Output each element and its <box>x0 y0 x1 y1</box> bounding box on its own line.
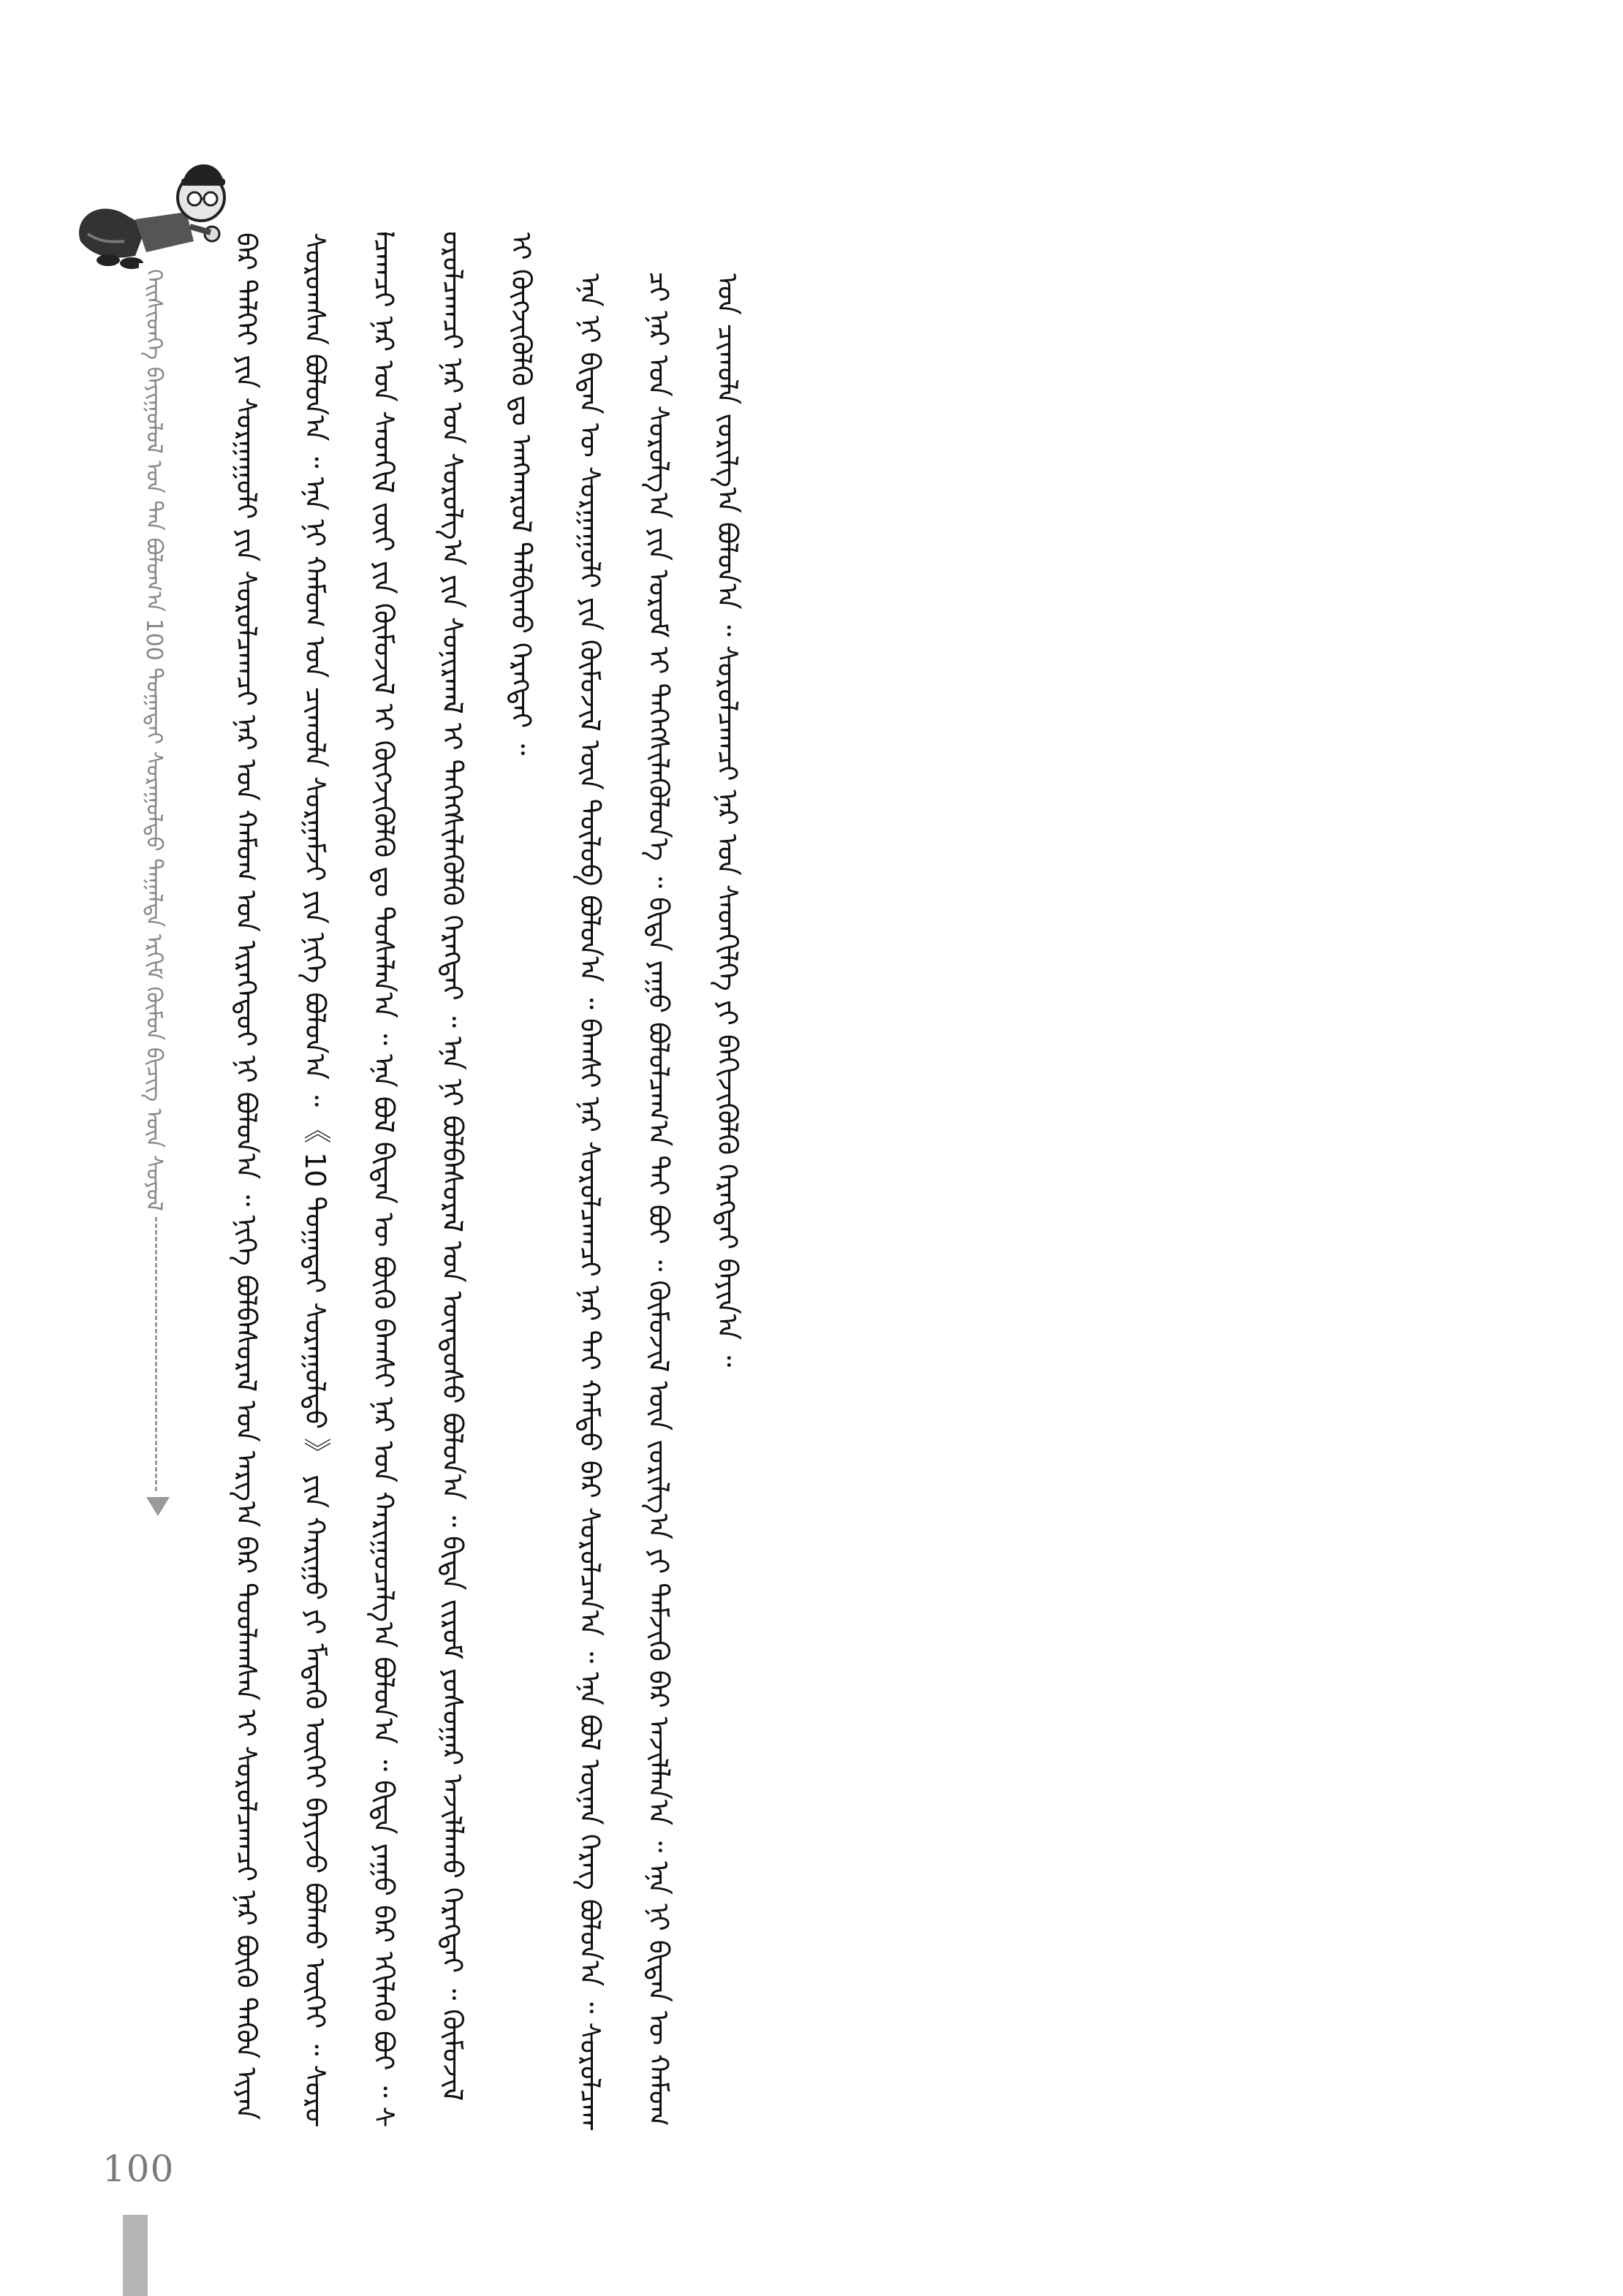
page-number: 100 <box>102 2148 175 2190</box>
running-title: ᠬᠡᠢᠰᠢᠳᠬᠡ ᠪᠠᠶᠢᠭᠤᠯᠤᠯ ᠤᠨ ᠲᠠᠨ ᠪᠣᠯᠤᠭ᠎ᠠ 100 ᠲᠣᠭᠠᠲᠠᠢ ᠰᠤᠷᠠᠭᠤᠯᠲᠤ ᠳᠠᠭᠠᠯᠲᠠ ᠡᠷᠬᠢᠮ ᠬᠦᠮᠦᠨ ᠪᠢᠴᠢᠭ ᠦᠨ ᠰᠣᠶᠣᠯ <box>139 263 168 1217</box>
triangle-down-icon <box>146 1497 170 1516</box>
page-edge-bar <box>123 2215 148 2296</box>
paragraph-1: ᠪᠡᠷ ᠳᠡᠯᠬᠡᠢ ᠶᠢᠨ ᠰᠤᠷᠭᠠᠭᠤᠯᠢ ᠶᠢᠨ ᠰᠤᠷᠤᠯᠴᠠᠭᠴᠢ ᠨᠠᠷ ᠤᠨ ᠬᠠᠮᠤᠭ ᠤᠨ ᠢᠷᠡᠭᠡᠳᠦᠢ ᠨᠢ ᠪᠣᠯᠤᠨ᠎ᠠ ᠃ ᠨᠢᠭᠡ ᠪᠣᠯᠪᠠᠰᠤᠷᠠᠯ ᠤᠨ ᠠᠷᠭ᠎ᠠ ᠪᠠᠷ ᠲᠤᠤᠯᠠᠭᠰᠠᠨ ᠢ ᠰᠤᠷᠤᠯᠴᠠᠭᠴᠢ ᠨᠠᠷ ᠪᠦᠬᠦ ᠲᠡᠭᠦᠨ ᠢᠶᠡᠨ ᠰᠤᠷᠤᠭᠰᠠᠨ ᠪᠤᠯᠤᠨ᠎ᠠ ᠃ ᠡᠨᠡ ᠨᠢ ᠬᠠᠮᠤᠭ ᠤᠨ ᠴᠢᠬᠤᠯᠠ ᠰᠤᠷᠭᠠᠮᠵᠢ ᠶᠢᠨ ᠨᠢᠭᠡ ᠪᠣᠯᠤᠨ᠎ᠠ ᠃ 《 10 ᠲᠣᠭᠠᠲᠠᠢ ᠰᠤᠷᠠᠭᠤᠯᠲᠤ 》 ᠶᠢᠨ ᠬᠠᠷᠢᠭᠤ ᠶᠢ ᠮᠡᠳᠡᠬᠦ ᠦᠭᠡᠢ ᠪᠠᠶᠢᠵᠤ ᠪᠣᠯᠬᠤ ᠦᠭᠡᠢ ᠃ ᠰᠤᠷᠤᠯᠴᠠᠭᠴᠢ ᠨᠠᠷ ᠤᠨ ᠰᠡᠳᠬᠢᠯ ᠵᠦᠢ ᠶᠢᠨ ᠬᠦᠮᠦᠵᠢᠯ ᠢ ᠬᠥᠭᠵᠢᠭᠦᠯᠬᠦ ᠳᠤ ᠲᠤᠰᠠᠯᠠᠨ᠎ᠠ ᠃ ᠡᠨᠡ ᠪᠣᠯ ᠪᠢᠳᠡᠨ ᠦ ᠪᠦᠬᠦ ᠪᠠᠭᠰᠢ ᠨᠠᠷ ᠤᠨ ᠬᠠᠷᠢᠭᠤᠴᠠᠯᠭ᠎ᠠ ᠪᠣᠯᠤᠨ᠎ᠠ ᠃ ᠪᠢᠳᠡ ᠶᠠᠭᠤ ᠪᠠᠷ ᠡᠬᠢᠯᠡᠬᠦ ᠪᠤᠢ ᠃ ᠰᠤᠷᠤᠯᠴᠠᠭᠴᠢ ᠨᠠᠷ ᠤᠨ ᠰᠤᠷᠤᠯᠭ᠎ᠠ ᠶᠢᠨ ᠰᠣᠨᠢᠷᠬᠠᠯ ᠢ ᠳᠡᠭᠡᠭᠰᠢᠯᠡᠭᠦᠯᠬᠦ ᠬᠡᠷᠡᠭᠲᠡᠢ ᠃ ᠡᠨᠡ ᠨᠢ ᠪᠣᠯᠪᠠᠰᠤᠷᠠᠯ ᠤᠨ ᠦᠨᠳᠦᠰᠦ ᠪᠣᠯᠤᠨ᠎ᠠ ᠃ ᠪᠢᠳᠡ ᠵᠢᠷᠤᠮ ᠶᠣᠰᠤᠭᠠᠷ ᠠᠵᠢᠯᠯᠠᠬᠤ ᠬᠡᠷᠡᠭᠲᠡᠢ ᠃ ᠬᠦᠮᠦᠵᠢᠯ ᠢ ᠬᠥᠭᠵᠢᠭᠦᠯᠬᠦ ᠳᠤ ᠠᠩᠬᠠᠷᠤᠯ ᠲᠠᠯᠪᠢᠬᠤ ᠬᠡᠷᠡᠭᠲᠡᠢ ᠃ <box>230 232 537 2126</box>
running-header <box>139 263 175 1513</box>
mascot-reader-icon <box>66 132 227 278</box>
paragraph-2: ᠡᠨᠡ ᠨᠢ ᠪᠢᠳᠡᠨ ᠦ ᠰᠤᠷᠭᠠᠭᠤᠯᠢ ᠶᠢᠨ ᠬᠦᠮᠦᠵᠢᠯ ᠦᠨ ᠲᠥᠯᠥᠪ ᠪᠣᠯᠤᠨ᠎ᠠ ᠃ ᠪᠠᠭᠰᠢ ᠨᠠᠷ ᠰᠤᠷᠤᠯᠴᠠᠭᠴᠢ ᠨᠠᠷ ᠲᠠᠢ ᠬᠠᠮᠲᠤ ᠪᠡᠷ ᠰᠤᠷᠤᠯᠴᠠᠨ᠎ᠠ ᠃ ᠡᠨᠡ ᠪᠣᠯ ᠦᠨᠡᠨ ᠬᠡᠷᠡᠭ ᠪᠣᠯᠤᠨ᠎ᠠ ᠃ ᠰᠤᠷᠤᠯᠴᠠᠭᠴᠢ ᠨᠠᠷ ᠤᠨ ᠰᠤᠷᠤᠯᠭ᠎ᠠ ᠶᠢᠨ ᠤᠷᠤᠮ ᠢ ᠳᠡᠭᠡᠭᠰᠢᠯᠡᠭᠦᠯᠦᠨ᠎ᠡ ᠃ ᠪᠢᠳᠡ ᠶᠠᠭᠤ ᠪᠣᠯᠤᠯᠴᠠᠭ᠎ᠠ ᠲᠠᠢ ᠪᠤᠢ ᠃ ᠬᠦᠮᠦᠵᠢᠯ ᠦᠨ ᠵᠣᠷᠢᠯᠭ᠎ᠠ ᠶᠢ ᠳᠡᠮᠵᠢᠬᠦ ᠪᠠᠷ ᠠᠵᠢᠯᠯᠠᠨ᠎ᠠ ᠃ ᠡᠨᠡ ᠨᠢ ᠪᠢᠳᠡᠨ ᠦ ᠬᠠᠮᠤᠭ ᠤᠨ ᠴᠢᠬᠤᠯᠠ ᠵᠣᠷᠢᠯᠭ᠎ᠠ ᠪᠣᠯᠤᠨ᠎ᠠ ᠃ ᠰᠤᠷᠤᠯᠴᠠᠭᠴᠢ ᠨᠠᠷ ᠤᠨ ᠰᠡᠳᠬᠢᠯᠭᠡ ᠶᠢ ᠪᠡᠬᠢᠵᠢᠭᠦᠯᠬᠦ ᠬᠡᠷᠡᠭᠲᠡᠢ ᠪᠠᠶᠢᠨ᠎ᠠ ᠃ <box>574 273 744 2130</box>
body-text <box>212 232 1426 2133</box>
